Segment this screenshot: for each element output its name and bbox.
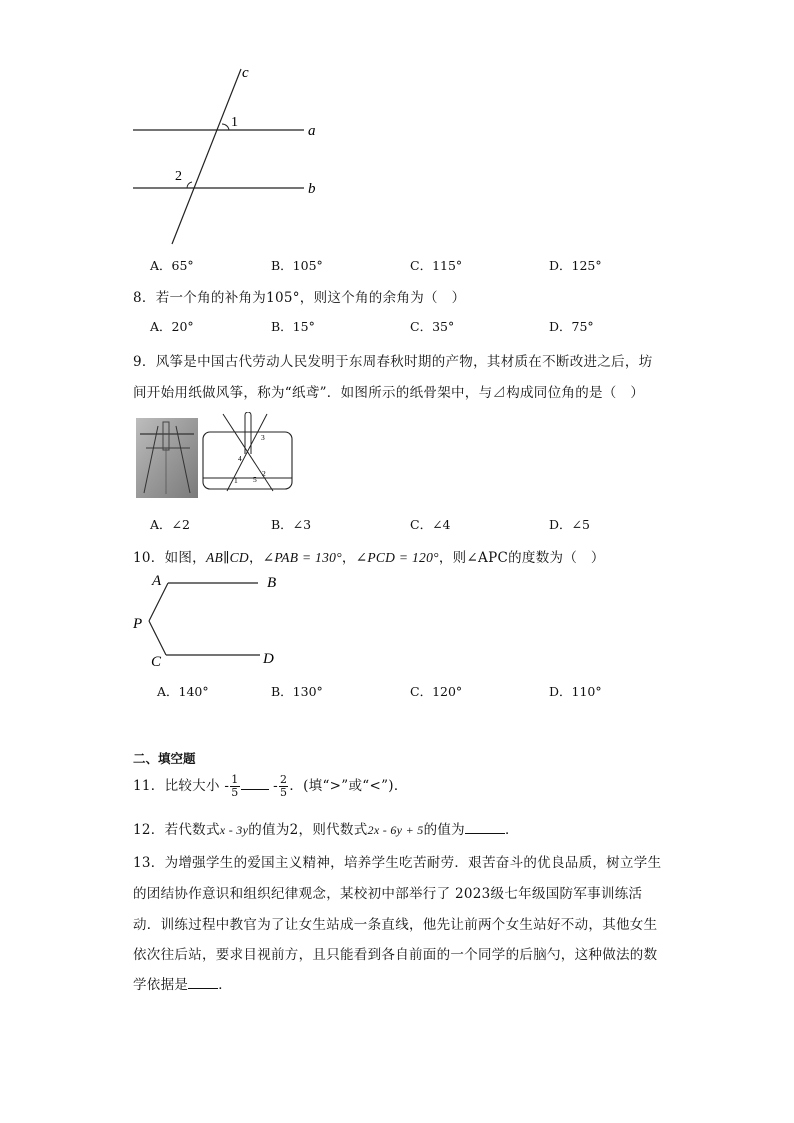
angle-2-arc: [187, 182, 192, 188]
label-a: a: [308, 123, 316, 139]
q12-prefix: 12．若代数式: [133, 822, 220, 838]
q13-line3: 动．训练过程中教官为了让女生站成一条直线，他先让前两个女生站好不动，其他女生: [133, 917, 658, 933]
q7-option-c[interactable]: C．115°: [410, 258, 463, 273]
q11: [133, 774, 408, 799]
q10-option-b[interactable]: B．130°: [271, 684, 323, 699]
q13-line4: 依次往后站，要求目视前方，且只能看到各自前面的一个同学的后脑勺，这种做法的数: [133, 947, 658, 963]
line-c: [172, 69, 241, 244]
q12-mid: 的值为2，则代数式: [248, 822, 368, 838]
q11-mid: -: [268, 778, 278, 794]
q10-option-c[interactable]: C．120°: [410, 684, 463, 699]
q10-stem-prefix: 10．如图，: [133, 550, 206, 566]
q9-stem-line2: 间开始用纸做风筝，称为“纸鸢”．如图所示的纸骨架中，与⊿构成同位角的是（ ）: [133, 385, 645, 401]
q9-option-c[interactable]: C．∠4: [410, 517, 451, 532]
kite-label-5: 5: [253, 475, 257, 484]
q10-stem: 10．如图，AB∥CD，∠PAB = 130°，∠PCD = 120°，则∠APC的度数为（ ）: [133, 550, 605, 566]
q11-suffix: ．(填“>”或“<”)．: [289, 778, 408, 794]
label-D: D: [263, 651, 274, 667]
q8-stem: 8．若一个角的补角为105°，则这个角的余角为（ ）: [133, 290, 466, 306]
label-1: 1: [231, 115, 238, 130]
kite-photo: [136, 418, 198, 498]
q9-option-d[interactable]: D．∠5: [549, 517, 590, 532]
q13-line1: 13．为增强学生的爱国主义精神，培养学生吃苦耐劳．艰苦奋斗的优良品质，树立学生: [133, 855, 662, 871]
segment-pc: [149, 621, 166, 655]
label-B: B: [267, 575, 277, 591]
section-title: 二、填空题: [133, 751, 196, 766]
q13-line2: 的团结协作意识和组织纪律观念，某校初中部举行了 2023级七年级国防军事训练活: [133, 886, 643, 902]
q8-option-a[interactable]: A．20°: [150, 319, 194, 334]
kite-frame-diagram: [201, 412, 295, 494]
q11-answer-blank[interactable]: [241, 777, 269, 790]
q10-figure: [130, 570, 290, 670]
q11-prefix: 11．比较大小 -: [133, 778, 230, 794]
q7-option-b[interactable]: B．105°: [271, 258, 323, 273]
kite-label-1: 1: [234, 476, 238, 485]
label-A: A: [152, 573, 162, 589]
q12-suffix: 的值为: [423, 822, 465, 838]
q8-option-d[interactable]: D．75°: [549, 319, 594, 334]
q10-stem-suffix: ，则∠APC的度数为（ ）: [438, 550, 605, 566]
q11-fraction-2: $\frac{2}{5}$: [280, 773, 288, 799]
q10-condition-pcd: ∠PCD = 120°: [355, 550, 439, 565]
q10-option-a[interactable]: A．140°: [157, 684, 209, 699]
q12-expr2: 2x - 6y + 5: [367, 823, 424, 837]
kite-label-2: 2: [262, 469, 266, 478]
label-2: 2: [175, 169, 182, 184]
q12-expr1: x - 3y: [219, 823, 249, 837]
kite-label-4: 4: [238, 454, 242, 463]
q7-parallel-lines-figure: [128, 64, 328, 246]
q12-answer-blank[interactable]: [465, 821, 505, 834]
q10-condition-parallel: AB∥CD: [205, 550, 249, 565]
q9-stem-line1: 9．风筝是中国古代劳动人民发明于东周春秋时期的产物，其材质在不断改进之后，坊: [133, 354, 653, 370]
q10-condition-pab: ∠PAB = 130°: [262, 550, 342, 565]
angle-1-arc: [222, 124, 229, 130]
q7-option-a[interactable]: A．65°: [150, 258, 194, 273]
q7-option-d[interactable]: D．125°: [549, 258, 602, 273]
label-P: P: [133, 616, 143, 632]
q13-answer-blank[interactable]: [188, 976, 218, 989]
q8-option-b[interactable]: B．15°: [271, 319, 315, 334]
label-C: C: [151, 654, 162, 670]
q9-option-a[interactable]: A．∠2: [150, 517, 190, 532]
label-c: c: [242, 65, 249, 81]
q13-line5: 学依据是 ．: [133, 977, 233, 993]
label-b: b: [308, 181, 316, 197]
kite-label-3: 3: [261, 433, 265, 442]
q13-line5-text: 学依据是: [133, 977, 189, 993]
q12: 12．若代数式x - 3y的值为2，则代数式2x - 6y + 5的值为 ．: [133, 822, 519, 838]
q8-option-c[interactable]: C．35°: [410, 319, 455, 334]
q9-option-b[interactable]: B．∠3: [271, 517, 312, 532]
q11-fraction-1: $\frac{1}{5}$: [231, 773, 239, 799]
q10-option-d[interactable]: D．110°: [549, 684, 602, 699]
